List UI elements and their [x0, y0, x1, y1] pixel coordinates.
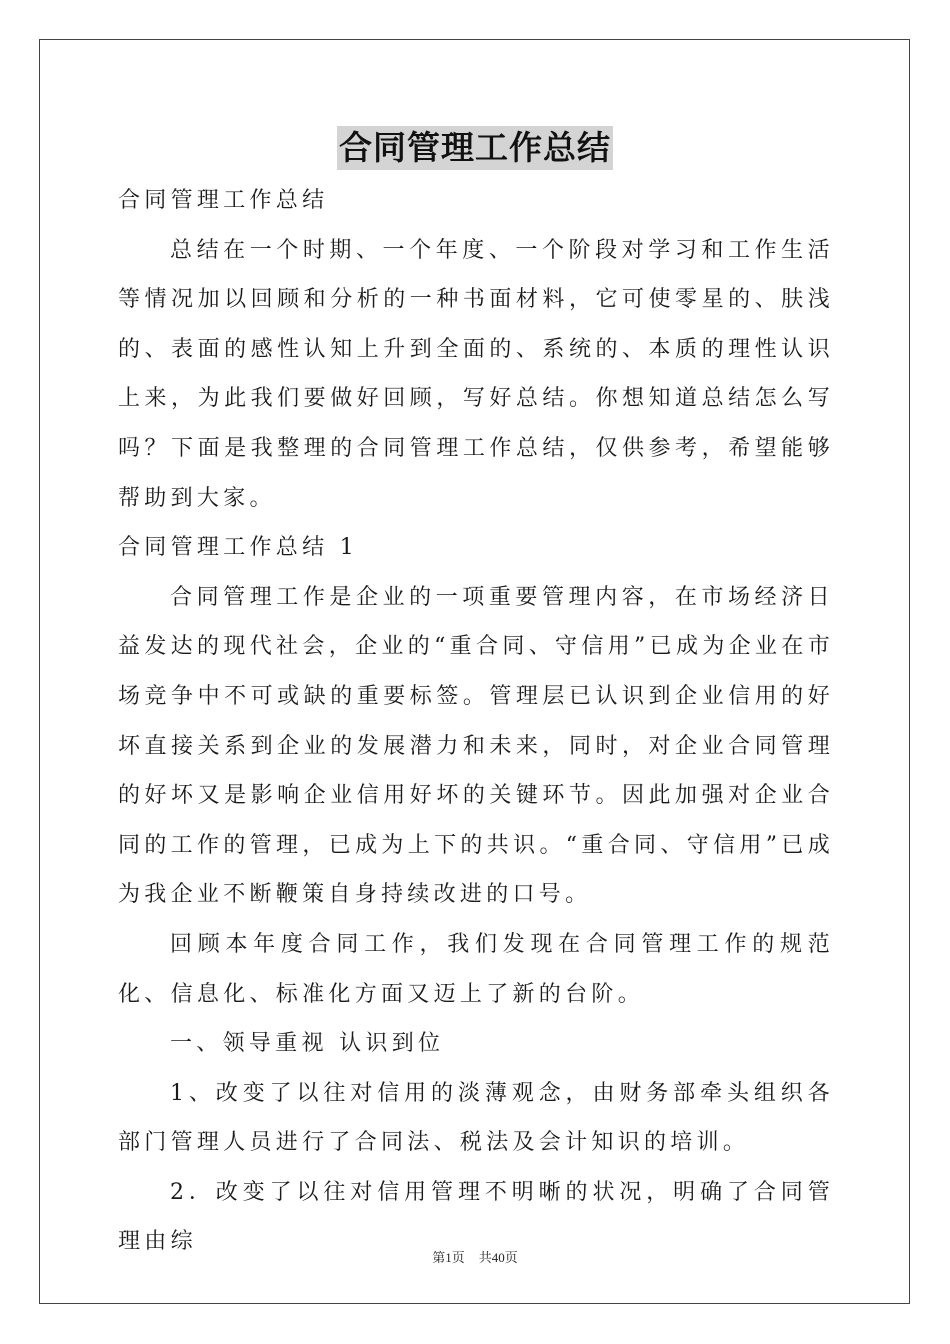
title-container — [0, 126, 950, 170]
page-footer — [0, 1247, 950, 1266]
subtitle-paragraph: 合同管理工作总结 — [118, 188, 329, 213]
subsection-heading: 一、领导重视 认识到位 — [170, 1031, 445, 1057]
document-title: 合同管理工作总结 — [337, 126, 613, 170]
body-paragraph: 合同管理工作是企业的一项重要管理内容，在市场经济日益发达的现代社会，企业的“重合同、守信用”已成为企业在市场竞争中不可或缺的重要标签。管理层已认识到企业信用的好坏直接关系到企业的发展潜力和未来，同时，对企业合同管理的好坏又是影响企业信用好坏的关键环节。因此加强对企业合同的工作的管理，已成为上下的共识。“重合同、守信用”已成为我企业不断鞭策自身持续改进的口号。 — [118, 584, 834, 908]
page-number: 第1页 — [432, 1250, 465, 1265]
section-heading: 合同管理工作总结 1 — [118, 535, 358, 561]
intro-paragraph: 总结在一个时期、一个年度、一个阶段对学习和工作生活等情况加以回顾和分析的一种书面材料，它可使零星的、肤浅的、表面的感性认知上升到全面的、系统的、本质的理性认识上来，为此我们要做好回顾，写好总结。你想知道总结怎么写吗？下面是我整理的合同管理工作总结，仅供参考，希望能够帮助到大家。 — [118, 237, 834, 511]
list-item: 2．改变了以往对信用管理不明晰的状况，明确了合同管理由综 — [118, 1179, 834, 1255]
page-total: 共40页 — [478, 1250, 518, 1265]
body-paragraph: 回顾本年度合同工作，我们发现在合同管理工作的规范化、信息化、标准化方面又迈上了新的台阶。 — [118, 931, 834, 1007]
document-body — [118, 176, 834, 1267]
list-item: 1、改变了以往对信用的淡薄观念，由财务部牵头组织各部门管理人员进行了合同法、税法及会计知识的培训。 — [118, 1080, 834, 1156]
